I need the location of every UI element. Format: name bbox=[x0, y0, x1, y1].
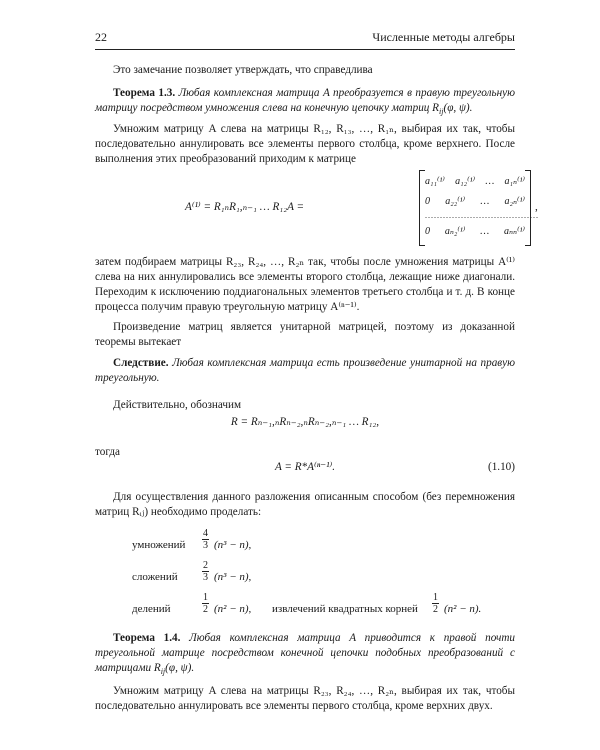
theorem-1-4: Теорема 1.4. Любая комплексная матрица A приводится к правой почти треугольной матрице посредством конечной цепочки подобных преобразований с матрицами $R_{ij}(\varphi$, ψ). bbox=[95, 632, 516, 676]
paragraph-then: затем подбираем матрицы R₂₃, R₂₄, …, R₂ₙ так, чтобы после умножения матрицы A⁽¹⁾ слева на них аннулировались все элементы второго столбца, лежащие ниже диагонали. Переходим к исключению поддиагональных элементов третьего столбца и т. д. В конце процесса получим правую треугольную матрицу A⁽ⁿ⁻¹⁾. bbox=[95, 256, 515, 313]
equation-1-10: A = R*A⁽ⁿ⁻¹⁾. (1.10) bbox=[274, 461, 515, 473]
op-row-add: сложений $\frac{2}{3}$ (n³ − n), bbox=[132, 560, 252, 583]
page-number: 22 bbox=[95, 30, 107, 44]
corollary-text: Любая комплексная матрица есть произведение унитарной на правую треугольную. bbox=[95, 357, 515, 384]
op-row-div: делений $\frac{1}{2}$ (n² − n), извлечений квадратных корней $\frac{1}{2}$ (n² − n). bbox=[132, 592, 482, 615]
theorem-label: Теорема 1.4. bbox=[113, 632, 181, 644]
operations-list bbox=[132, 528, 502, 624]
matrix-row: 0 aₙ₂⁽¹⁾ … aₙₙ⁽¹⁾ bbox=[425, 226, 525, 237]
matrix-lhs: A⁽¹⁾ = R₁ₙR₁,ₙ₋₁ … R₁₂A = bbox=[185, 201, 305, 213]
running-title: Численные методы алгебры bbox=[372, 30, 515, 44]
paragraph-operations: Для осуществления данного разложения описанным способом (без перемножения матриц Rᵢⱼ) необходимо проделать: bbox=[95, 491, 515, 518]
matrix-equation: A⁽¹⁾ = R₁ₙR₁,ₙ₋₁ … R₁₂A = a₁₁⁽¹⁾ a₁₂⁽¹⁾ … a₁ₙ⁽¹⁾ 0 a₂₂⁽¹⁾ … a₂ₙ⁽¹⁾ ...................................... 0 aₙ₂⁽¹⁾ … aₙₙ⁽¹⁾ , bbox=[95, 170, 515, 250]
op-row-mult: умножений $\frac{4}{3}$ (n³ − n), bbox=[132, 528, 252, 551]
theorem-1-3: Теорема 1.3. Любая комплексная матрица A преобразуется в правую треугольную матрицу посредством умножения слева на конечную цепочку матриц $R_{ij}(\varphi$, ψ). bbox=[95, 87, 515, 116]
paragraph-then2: тогда bbox=[95, 446, 121, 458]
matrix-dots: ...................................... bbox=[425, 211, 539, 220]
theorem-text: Любая комплексная матрица A приводится к правой почти треугольной матрице посредством конечной цепочки подобных преобразований с матрицами R bbox=[95, 632, 516, 674]
corollary bbox=[95, 356, 515, 386]
paragraph-multiply: Умножим матрицу A слева на матрицы R₁₂, R₁₃, …, R₁ₙ, выбирая их так, чтобы последовательно аннулировать все элементы первого столбца, кроме верхнего. После выполнения этих преобразований приходим к матрице bbox=[95, 123, 515, 165]
theorem-label: Теорема 1.3. bbox=[113, 87, 176, 99]
page-header bbox=[95, 30, 515, 50]
paragraph-denote: Действительно, обозначим bbox=[113, 399, 242, 411]
matrix-row: 0 a₂₂⁽¹⁾ … a₂ₙ⁽¹⁾ bbox=[425, 196, 525, 207]
equation-R: R = Rₙ₋₁,ₙRₙ₋₂,ₙRₙ₋₂,ₙ₋₁ … R₁₂, bbox=[230, 416, 380, 428]
matrix bbox=[425, 170, 539, 244]
matrix-row: a₁₁⁽¹⁾ a₁₂⁽¹⁾ … a₁ₙ⁽¹⁾ bbox=[425, 176, 525, 187]
equation-number: (1.10) bbox=[487, 461, 515, 473]
paragraph-product: Произведение матриц является унитарной матрицей, поэтому из доказанной теоремы вытекает bbox=[95, 321, 515, 348]
paragraph-intro: Это замечание позволяет утверждать, что справедлива bbox=[113, 64, 373, 76]
corollary-label: Следствие. bbox=[113, 357, 169, 369]
paragraph-final: Умножим матрицу A слева на матрицы R₂₃, R₂₄, …, R₂ₙ, выбирая их так, чтобы последовательно аннулировать все элементы первого столбца, кроме верхних двух. bbox=[95, 685, 515, 712]
theorem-text: Любая комплексная матрица A преобразуется в правую треугольную матрицу посредством умножения слева на конечную цепочку матриц R bbox=[95, 87, 515, 114]
